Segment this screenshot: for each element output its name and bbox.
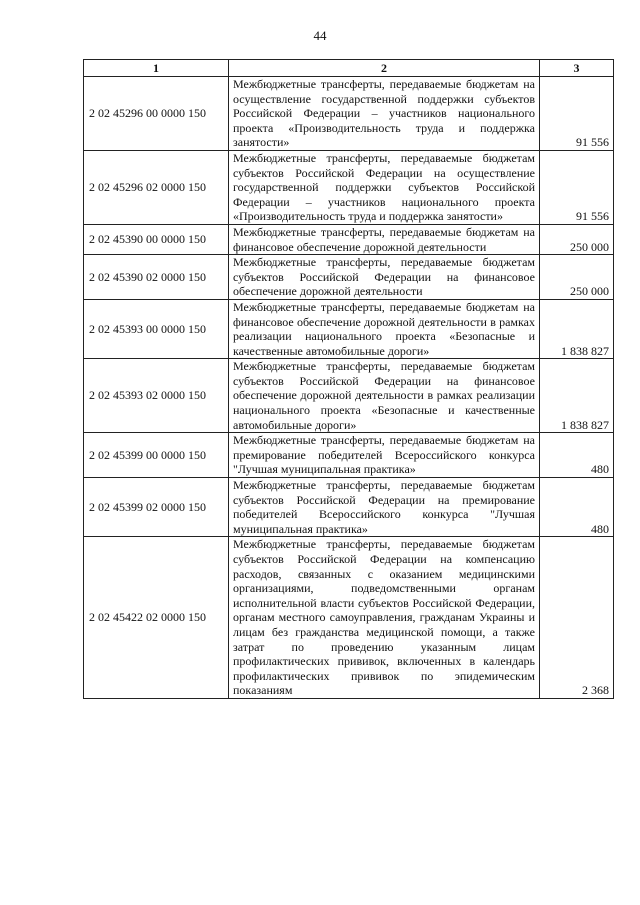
budget-code: 2 02 45399 02 0000 150 xyxy=(84,478,229,537)
table-row xyxy=(84,255,614,300)
table-row xyxy=(84,433,614,478)
description: Межбюджетные трансферты, передаваемые бюджетам на финансовое обеспечение дорожной деятельности в рамках реализации национального проекта «Безопасные и качественные автомобильные дороги» xyxy=(229,299,540,358)
page-number: 44 xyxy=(313,28,327,43)
budget-code: 2 02 45399 00 0000 150 xyxy=(84,433,229,478)
description: Межбюджетные трансферты, передаваемые бюджетам на финансовое обеспечение дорожной деятельности xyxy=(229,224,540,254)
table-row xyxy=(84,77,614,151)
amount: 1 838 827 xyxy=(540,359,614,433)
table-row xyxy=(84,537,614,699)
description: Межбюджетные трансферты, передаваемые бюджетам на осуществление государственной поддержки субъектов Российской Федерации – участников национального проекта «Производительность труда и поддержка занятости» xyxy=(229,77,540,151)
budget-code: 2 02 45296 00 0000 150 xyxy=(84,77,229,151)
description: Межбюджетные трансферты, передаваемые бюджетам субъектов Российской Федерации на финансовое обеспечение дорожной деятельности xyxy=(229,255,540,300)
table-row xyxy=(84,150,614,224)
budget-code: 2 02 45393 02 0000 150 xyxy=(84,359,229,433)
budget-code: 2 02 45422 02 0000 150 xyxy=(84,537,229,699)
table-header-row xyxy=(84,60,614,77)
amount: 480 xyxy=(540,478,614,537)
amount: 91 556 xyxy=(540,77,614,151)
description: Межбюджетные трансферты, передаваемые бюджетам субъектов Российской Федерации на компенсацию расходов, связанных с оказанием медицинскими организациями, подведомственными органам исполнительной власти субъектов Российской Федерации, органам местного самоуправления, гражданам Украины и лицам без гражданства медицинской помощи, а также затрат по проведению указанным лицам профилактических прививок, включенных в календарь профилактических прививок по эпидемическим показаниям xyxy=(229,537,540,699)
table-row xyxy=(84,359,614,433)
amount: 1 838 827 xyxy=(540,299,614,358)
budget-code: 2 02 45393 00 0000 150 xyxy=(84,299,229,358)
amount: 250 000 xyxy=(540,255,614,300)
amount: 480 xyxy=(540,433,614,478)
table-row xyxy=(84,478,614,537)
budget-code: 2 02 45390 00 0000 150 xyxy=(84,224,229,254)
column-header-2: 2 xyxy=(229,60,540,77)
amount: 91 556 xyxy=(540,150,614,224)
amount: 2 368 xyxy=(540,537,614,699)
budget-table xyxy=(83,59,614,699)
description: Межбюджетные трансферты, передаваемые бюджетам субъектов Российской Федерации на финансовое обеспечение дорожной деятельности в рамках реализации национального проекта «Безопасные и качественные автомобильные дороги» xyxy=(229,359,540,433)
amount: 250 000 xyxy=(540,224,614,254)
description: Межбюджетные трансферты, передаваемые бюджетам на премирование победителей Всероссийского конкурса "Лучшая муниципальная практика» xyxy=(229,433,540,478)
column-header-1: 1 xyxy=(84,60,229,77)
budget-code: 2 02 45296 02 0000 150 xyxy=(84,150,229,224)
budget-code: 2 02 45390 02 0000 150 xyxy=(84,255,229,300)
column-header-3: 3 xyxy=(540,60,614,77)
table-row xyxy=(84,224,614,254)
description: Межбюджетные трансферты, передаваемые бюджетам субъектов Российской Федерации на осуществление государственной поддержки субъектов Российской Федерации – участников национального проекта «Производительность труда и поддержка занятости» xyxy=(229,150,540,224)
table-row xyxy=(84,299,614,358)
description: Межбюджетные трансферты, передаваемые бюджетам субъектов Российской Федерации на премирование победителей Всероссийского конкурса "Лучшая муниципальная практика» xyxy=(229,478,540,537)
